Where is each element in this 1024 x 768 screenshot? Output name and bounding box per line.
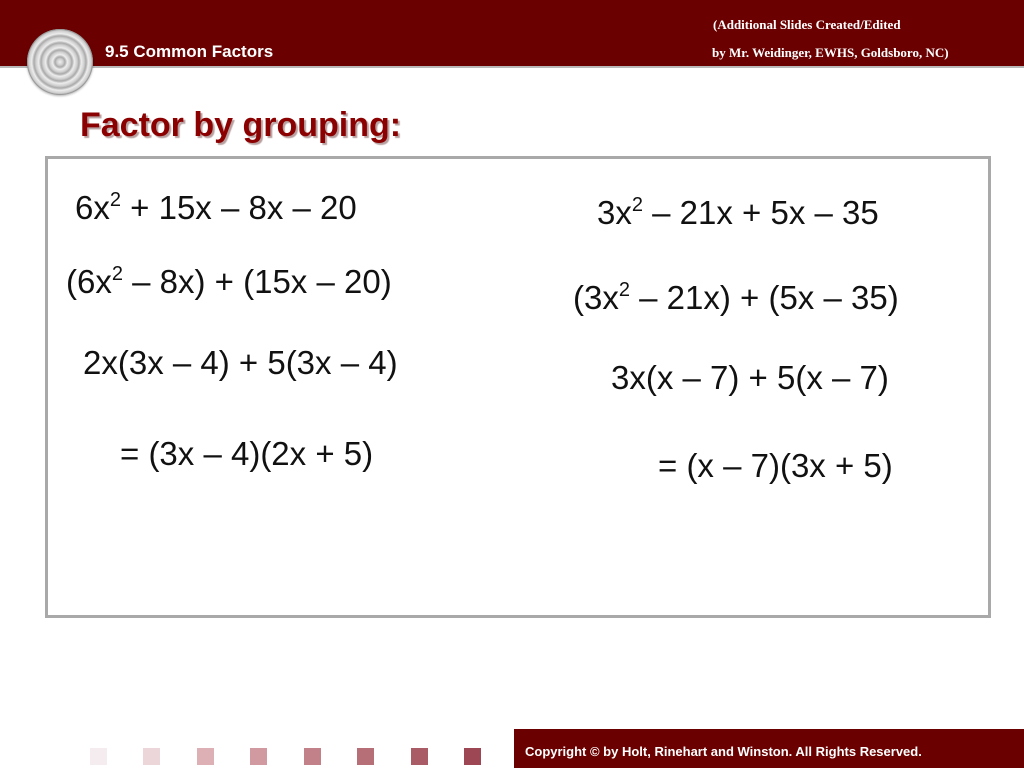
footer-square bbox=[304, 748, 321, 765]
left-line-4: = (3x – 4)(2x + 5) bbox=[120, 435, 374, 472]
left-line-1-base: 6x bbox=[75, 189, 110, 226]
left-line-1-rest: + 15x – 8x – 20 bbox=[120, 189, 357, 226]
right-line-2 bbox=[573, 281, 899, 314]
right-line-4: = (x – 7)(3x + 5) bbox=[658, 447, 893, 484]
right-line-1-exponent: 2 bbox=[631, 194, 643, 216]
left-line-3: 2x(3x – 4) + 5(3x – 4) bbox=[83, 344, 398, 381]
left-line-2 bbox=[66, 265, 392, 298]
footer-square bbox=[411, 748, 428, 765]
copyright-text: Copyright © by Holt, Rinehart and Winston. All Rights Reserved. bbox=[525, 744, 922, 759]
right-line-2-exponent: 2 bbox=[618, 279, 630, 301]
footer-square bbox=[464, 748, 481, 765]
header-divider bbox=[0, 66, 1024, 68]
concentric-circles-logo-icon bbox=[27, 29, 93, 95]
footer-square bbox=[250, 748, 267, 765]
left-line-1-exponent: 2 bbox=[109, 189, 121, 211]
right-line-2-base: (3x bbox=[573, 279, 619, 316]
left-line-2-exponent: 2 bbox=[111, 263, 123, 285]
footer-square bbox=[357, 748, 374, 765]
right-line-1-rest: – 21x + 5x – 35 bbox=[642, 194, 879, 231]
right-line-3: 3x(x – 7) + 5(x – 7) bbox=[611, 359, 889, 396]
section-title: 9.5 Common Factors bbox=[105, 42, 274, 61]
credit-line-2: by Mr. Weidinger, EWHS, Goldsboro, NC) bbox=[712, 45, 949, 60]
credit-line-1: (Additional Slides Created/Edited bbox=[713, 17, 901, 32]
right-line-1-base: 3x bbox=[597, 194, 632, 231]
right-line-2-rest: – 21x) + (5x – 35) bbox=[629, 279, 899, 316]
footer-square bbox=[197, 748, 214, 765]
footer-square bbox=[143, 748, 160, 765]
footer-square bbox=[90, 748, 107, 765]
left-line-1 bbox=[75, 191, 357, 224]
left-line-2-rest: – 8x) + (15x – 20) bbox=[122, 263, 392, 300]
right-line-1 bbox=[597, 196, 879, 229]
left-line-2-base: (6x bbox=[66, 263, 112, 300]
slide-title: Factor by grouping: bbox=[80, 106, 402, 144]
